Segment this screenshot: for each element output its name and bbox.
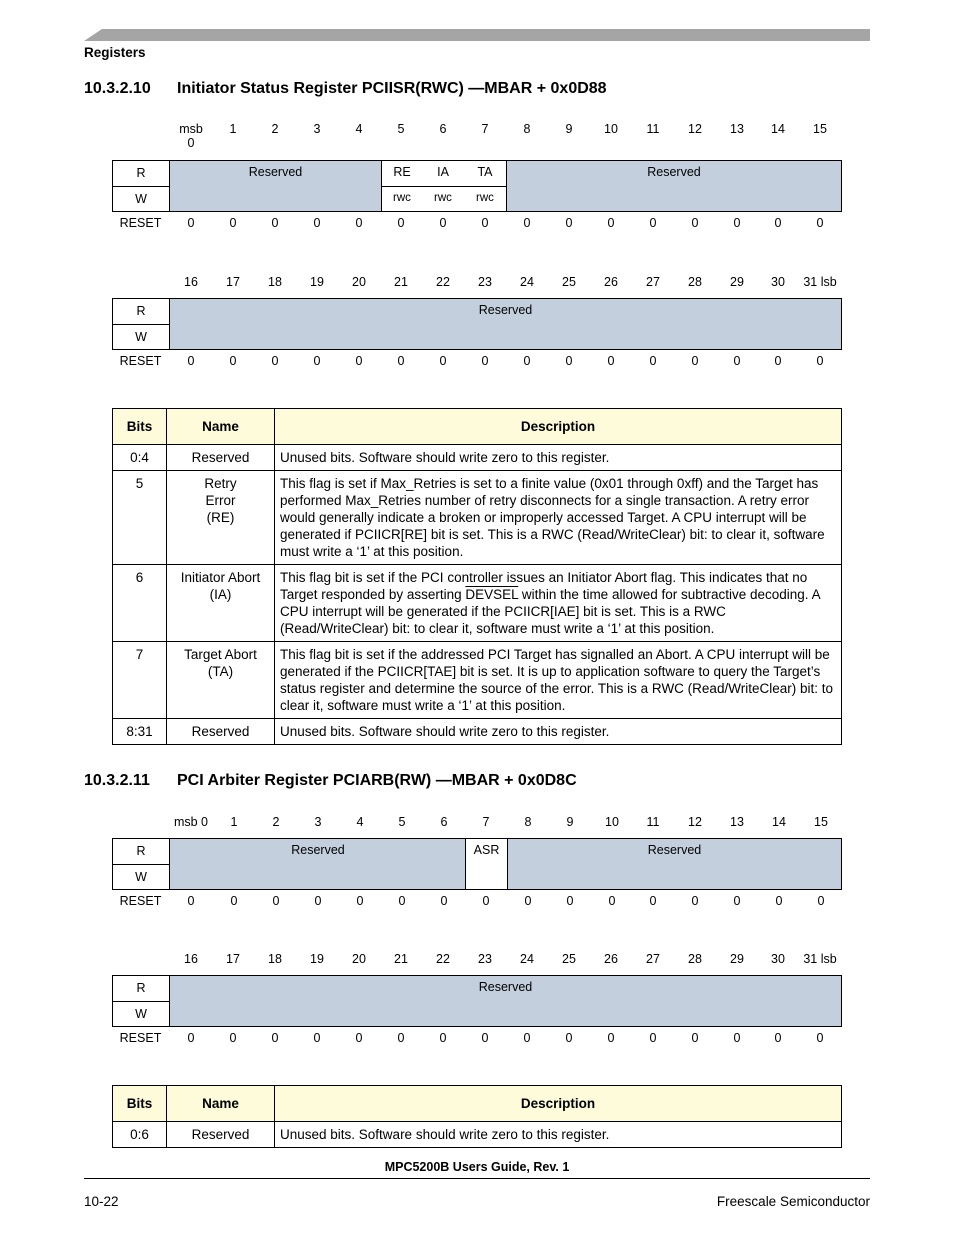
- bit-number: 14: [771, 122, 785, 136]
- bit-number: 7: [481, 122, 489, 136]
- reset-value: 0: [271, 1031, 279, 1045]
- header-bar: [84, 29, 870, 41]
- table-row: [113, 719, 842, 745]
- reset-value: 0: [649, 354, 657, 368]
- field-ia: IA rwc: [422, 161, 465, 211]
- reset-value: 0: [523, 1031, 531, 1045]
- cell-description: This flag is set if Max_Retries is set to a finite value (0x01 through 0xff) and the Target has performed Max_Retries number of retry disconnects for a single transaction. A retry error would generally indicate a broken or improperly accessed Target. A CPU interrupt will be generated if PCIICR[RE] bit is set. This is a RWC (Read/WriteClear) bit: to clear it, software must write a ‘1’ at this position.: [275, 471, 842, 565]
- access-type: rwc: [434, 192, 452, 204]
- reset-value: 0: [397, 354, 405, 368]
- bit-number-row: [112, 815, 842, 838]
- reset-value: 0: [774, 216, 782, 230]
- register-box: [112, 298, 842, 350]
- footer-doc-title: MPC5200B Users Guide, Rev. 1: [384, 1160, 570, 1174]
- bit-number: 18: [268, 275, 282, 289]
- reset-value: 0: [397, 1031, 405, 1045]
- bit-number: 31 lsb: [803, 952, 837, 966]
- reset-row: [112, 216, 842, 234]
- table-row: [113, 471, 842, 565]
- write-label: W: [113, 1002, 170, 1027]
- bit-number: 27: [646, 275, 660, 289]
- bit-number: 29: [730, 275, 744, 289]
- field-reserved: Reserved: [170, 299, 841, 349]
- reset-value: 0: [271, 354, 279, 368]
- section-number: 10.3.2.11: [84, 772, 150, 789]
- reset-value: 0: [649, 894, 657, 908]
- reset-value: 0: [355, 1031, 363, 1045]
- table-header-row: [113, 1086, 842, 1122]
- col-header-name: Name: [167, 1086, 275, 1122]
- running-header: Registers: [84, 45, 146, 60]
- bit-number: 5: [398, 815, 406, 829]
- page-number: 10-22: [84, 1194, 119, 1209]
- register-box: [112, 975, 842, 1027]
- reset-value: 0: [229, 216, 237, 230]
- bit-number-row: [112, 122, 842, 160]
- section-heading-pciisr: [84, 80, 607, 98]
- register-box: [112, 160, 842, 212]
- bit-number: 3: [314, 815, 322, 829]
- cell-bits: 7: [113, 642, 167, 719]
- pciarb-field-table: [112, 1085, 842, 1148]
- reset-value: 0: [565, 216, 573, 230]
- cell-name: Retry Error (RE): [167, 471, 275, 565]
- reset-value: 0: [187, 1031, 195, 1045]
- cell-description: Unused bits. Software should write zero to this register.: [275, 719, 842, 745]
- bit-number: 23: [478, 275, 492, 289]
- bit-number: 13: [730, 815, 744, 829]
- footer-divider: [84, 1178, 870, 1179]
- bit-number: 13: [730, 122, 744, 136]
- read-label: R: [113, 839, 170, 865]
- cell-bits: 6: [113, 565, 167, 642]
- bit-number: 11: [646, 815, 660, 829]
- bit-number: 8: [523, 122, 531, 136]
- pciisr-register-upper: [112, 122, 842, 234]
- footer-vendor: Freescale Semiconductor: [716, 1194, 870, 1209]
- bit-number: 7: [482, 815, 490, 829]
- reset-value: 0: [816, 216, 824, 230]
- cell-description: Unused bits. Software should write zero to this register.: [275, 445, 842, 471]
- reset-label: RESET: [119, 1031, 162, 1045]
- reset-value: 0: [691, 354, 699, 368]
- table-row: [113, 565, 842, 642]
- register-box: [112, 838, 842, 890]
- bit-number: 2: [271, 122, 279, 136]
- cell-description: This flag bit is set if the addressed PCI Target has signalled an Abort. A CPU interrupt will be generated if the PCIICR[TAE] bit is set. It is up to application software to query the Target’s status register and determine the source of the error. This is a RWC (Read/WriteClear) bit: to clear it, software must write a ‘1’ at this position.: [275, 642, 842, 719]
- reset-value: 0: [607, 354, 615, 368]
- bit-number: 20: [352, 952, 366, 966]
- reset-value: 0: [733, 354, 741, 368]
- bit-number: 15: [814, 815, 828, 829]
- reset-row: [112, 894, 842, 912]
- reset-value: 0: [649, 216, 657, 230]
- table-row: [113, 445, 842, 471]
- bit-number: 1: [230, 815, 238, 829]
- reset-value: 0: [691, 1031, 699, 1045]
- bit-number: 10: [605, 815, 619, 829]
- field-reserved: Reserved: [170, 976, 841, 1026]
- reset-value: 0: [607, 1031, 615, 1045]
- write-label: W: [113, 865, 170, 890]
- reset-value: 0: [481, 1031, 489, 1045]
- section-number: 10.3.2.10: [84, 80, 151, 97]
- cell-bits: 0:6: [113, 1122, 167, 1148]
- bit-number: 9: [565, 122, 573, 136]
- table-row: [113, 1122, 842, 1148]
- reset-value: 0: [397, 216, 405, 230]
- col-header-bits: Bits: [113, 409, 167, 445]
- reset-value: 0: [187, 216, 195, 230]
- reset-value: 0: [817, 894, 825, 908]
- bit-number-row: [112, 952, 842, 975]
- reset-value: 0: [439, 1031, 447, 1045]
- reset-value: 0: [439, 354, 447, 368]
- write-label: W: [113, 187, 170, 212]
- reset-value: 0: [608, 894, 616, 908]
- reset-value: 0: [229, 1031, 237, 1045]
- bit-number: 20: [352, 275, 366, 289]
- field-reserved: Reserved: [508, 839, 841, 889]
- bit-number: 25: [562, 275, 576, 289]
- bit-number: 28: [688, 952, 702, 966]
- bit-number: 26: [604, 275, 618, 289]
- access-type: rwc: [476, 192, 494, 204]
- table-row: [113, 642, 842, 719]
- cell-bits: 8:31: [113, 719, 167, 745]
- reset-value: 0: [607, 216, 615, 230]
- bit-number: 22: [436, 952, 450, 966]
- read-label: R: [113, 976, 170, 1002]
- reset-value: 0: [482, 894, 490, 908]
- bit-number: 3: [313, 122, 321, 136]
- field-re: RE rwc: [381, 161, 423, 211]
- reset-value: 0: [229, 354, 237, 368]
- pciisr-register-lower: [112, 275, 842, 372]
- pciarb-register-upper: [112, 815, 842, 912]
- reset-value: 0: [356, 894, 364, 908]
- section-title: PCI Arbiter Register PCIARB(RW) —MBAR + 0x0D8C: [177, 772, 577, 789]
- bit-number: 24: [520, 275, 534, 289]
- reset-value: 0: [313, 354, 321, 368]
- section-heading-pciarb: [84, 772, 577, 790]
- reset-value: 0: [481, 354, 489, 368]
- reset-value: 0: [230, 894, 238, 908]
- reset-value: 0: [691, 216, 699, 230]
- cell-description: This flag bit is set if the PCI controller issues an Initiator Abort flag. This indicates that no Target responded by asserting DEVSEL within the time allowed for subtractive decoding. A CPU interrupt will be generated if the PCIICR[IAE] bit is set. This is a RWC (Read/WriteClear) bit: to clear it, software must write a ‘1’ at this position.: [275, 565, 842, 642]
- field-reserved: Reserved: [170, 161, 381, 211]
- bit-number: 21: [394, 952, 408, 966]
- signal-devsel: DEVSEL: [465, 587, 519, 602]
- bit-number: msb 0: [179, 122, 203, 150]
- reset-label: RESET: [119, 216, 162, 230]
- bit-number: 1: [229, 122, 237, 136]
- reset-value: 0: [187, 894, 195, 908]
- bit-number: msb 0: [173, 815, 209, 829]
- bit-number: 19: [310, 275, 324, 289]
- reset-value: 0: [313, 1031, 321, 1045]
- reset-row: [112, 1031, 842, 1049]
- col-header-name: Name: [167, 409, 275, 445]
- bit-number: 9: [566, 815, 574, 829]
- reset-value: 0: [314, 894, 322, 908]
- reset-value: 0: [733, 894, 741, 908]
- reset-row: [112, 354, 842, 372]
- reset-value: 0: [733, 216, 741, 230]
- col-header-description: Description: [275, 1086, 842, 1122]
- table-header-row: [113, 409, 842, 445]
- cell-name: Reserved: [167, 1122, 275, 1148]
- bit-number-row: [112, 275, 842, 298]
- bit-number: 23: [478, 952, 492, 966]
- bit-number: 10: [604, 122, 618, 136]
- reset-value: 0: [313, 216, 321, 230]
- bit-number: 31 lsb: [803, 275, 837, 289]
- bit-number: 27: [646, 952, 660, 966]
- bit-number: 25: [562, 952, 576, 966]
- bit-number: 12: [688, 122, 702, 136]
- reset-value: 0: [649, 1031, 657, 1045]
- bit-number: 16: [184, 275, 198, 289]
- read-label: R: [113, 161, 170, 187]
- bit-number: 28: [688, 275, 702, 289]
- access-type: rwc: [393, 192, 411, 204]
- reset-value: 0: [816, 1031, 824, 1045]
- bit-number: 6: [439, 122, 447, 136]
- bit-number: 17: [226, 952, 240, 966]
- cell-bits: 5: [113, 471, 167, 565]
- cell-name: Reserved: [167, 719, 275, 745]
- bit-number: 14: [772, 815, 786, 829]
- cell-name: Initiator Abort (IA): [167, 565, 275, 642]
- reset-value: 0: [565, 354, 573, 368]
- pciisr-field-table: [112, 408, 842, 745]
- field-ta: TA rwc: [464, 161, 507, 211]
- bit-number: 4: [356, 815, 364, 829]
- reset-value: 0: [523, 216, 531, 230]
- reset-value: 0: [566, 894, 574, 908]
- reset-value: 0: [523, 354, 531, 368]
- bit-number: 15: [813, 122, 827, 136]
- bit-number: 30: [771, 275, 785, 289]
- bit-number: 4: [355, 122, 363, 136]
- reset-value: 0: [355, 216, 363, 230]
- reset-value: 0: [691, 894, 699, 908]
- bit-number: 16: [184, 952, 198, 966]
- reset-value: 0: [272, 894, 280, 908]
- bit-number: 2: [272, 815, 280, 829]
- read-label: R: [113, 299, 170, 325]
- bit-number: 21: [394, 275, 408, 289]
- bit-number: 29: [730, 952, 744, 966]
- bit-number: 5: [397, 122, 405, 136]
- reset-value: 0: [187, 354, 195, 368]
- bit-number: 11: [646, 122, 660, 136]
- reset-value: 0: [565, 1031, 573, 1045]
- bit-number: 12: [688, 815, 702, 829]
- bit-number: 24: [520, 952, 534, 966]
- reset-value: 0: [774, 1031, 782, 1045]
- bit-number: 22: [436, 275, 450, 289]
- reset-value: 0: [774, 354, 782, 368]
- bit-number: 17: [226, 275, 240, 289]
- cell-description: Unused bits. Software should write zero to this register.: [275, 1122, 842, 1148]
- write-label: W: [113, 325, 170, 350]
- reset-label: RESET: [119, 354, 162, 368]
- cell-bits: 0:4: [113, 445, 167, 471]
- col-header-bits: Bits: [113, 1086, 167, 1122]
- field-asr: ASR: [465, 839, 508, 889]
- pciarb-register-lower: [112, 952, 842, 1049]
- cell-name: Target Abort (TA): [167, 642, 275, 719]
- reset-value: 0: [440, 894, 448, 908]
- bit-number: 6: [440, 815, 448, 829]
- reset-value: 0: [816, 354, 824, 368]
- col-header-description: Description: [275, 409, 842, 445]
- reset-value: 0: [775, 894, 783, 908]
- reset-value: 0: [481, 216, 489, 230]
- bit-number: 19: [310, 952, 324, 966]
- field-reserved: Reserved: [507, 161, 841, 211]
- reset-value: 0: [439, 216, 447, 230]
- cell-name: Reserved: [167, 445, 275, 471]
- reset-value: 0: [398, 894, 406, 908]
- bit-number: 8: [524, 815, 532, 829]
- section-title: Initiator Status Register PCIISR(RWC) —MBAR + 0x0D88: [177, 80, 607, 97]
- reset-value: 0: [524, 894, 532, 908]
- bit-number: 26: [604, 952, 618, 966]
- reset-value: 0: [355, 354, 363, 368]
- bit-number: 30: [771, 952, 785, 966]
- reset-label: RESET: [119, 894, 162, 908]
- bit-number: 18: [268, 952, 282, 966]
- reset-value: 0: [733, 1031, 741, 1045]
- field-reserved: Reserved: [170, 839, 466, 889]
- reset-value: 0: [271, 216, 279, 230]
